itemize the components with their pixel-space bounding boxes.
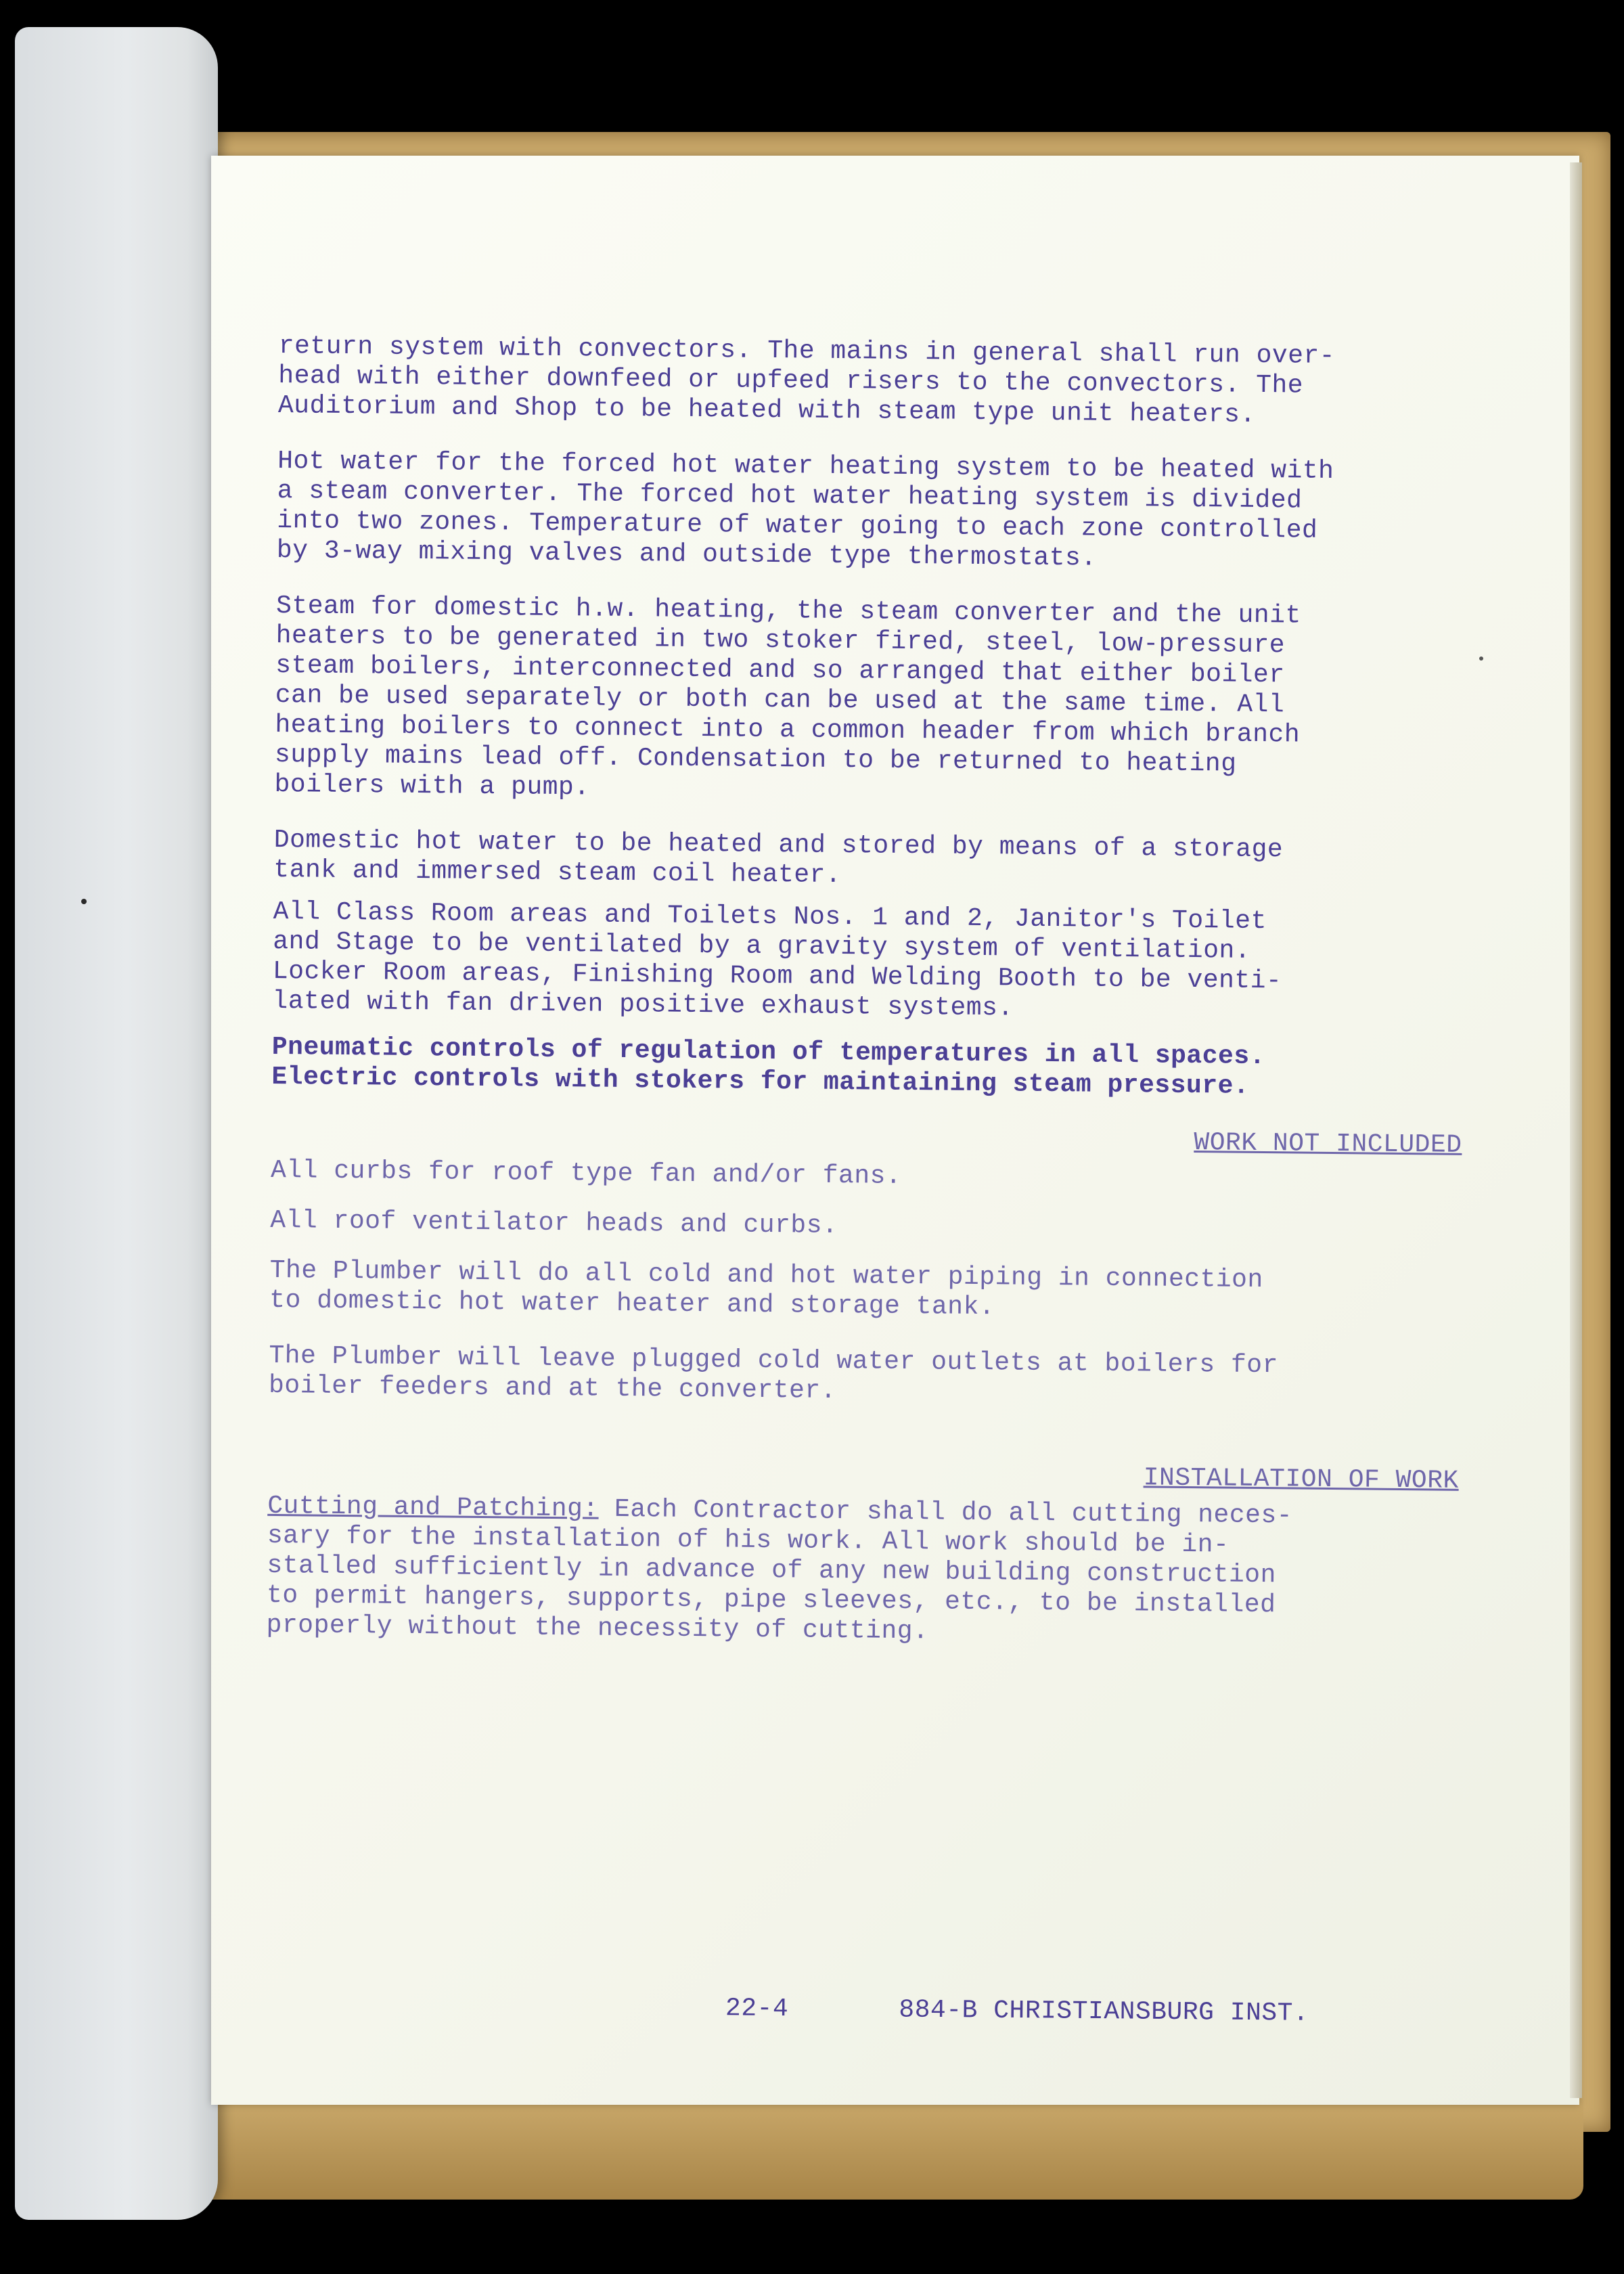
paragraph-heating-mains: return system with convectors. The mains in general shall run over- head with either downfeed or upfeed risers to the convectors. The Auditorium and Shop to be heated with steam type unit heaters. <box>277 332 1336 430</box>
item-plumber-piping: The Plumber will do all cold and hot water piping in connection to domestic hot water heater and storage tank. <box>269 1255 1263 1322</box>
heading-work-not-included: WORK NOT INCLUDED <box>1194 1128 1462 1160</box>
paragraph-domestic-hot-water: Domestic hot water to be heated and stored by means of a storage tank and immersed steam coil heater. <box>273 825 1284 891</box>
paragraph-ventilation: All Class Room areas and Toilets Nos. 1 and 2, Janitor's Toilet and Stage to be ventilated by a gravity system of ventilation. Locker Room areas, Finishing Room and Welding Booth to be venti- lated with fan driven positive exhaust systems. <box>272 897 1282 1023</box>
heading-installation-of-work: INSTALLATION OF WORK <box>1143 1463 1459 1496</box>
left-facing-page <box>15 27 218 2220</box>
paper-speck <box>1479 656 1483 661</box>
page-body <box>266 332 1497 1678</box>
item-roof-fan-curbs: All curbs for roof type fan and/or fans. <box>270 1155 902 1191</box>
cutting-patching-text: Each Contractor shall do all cutting neces- sary for the installation of his work. All work should be in- stalled sufficiently in advance of any new building construction to permit hangers, supports, pipe sleeves, etc., to be installed properly without the necessity of cutting. <box>266 1494 1293 1647</box>
ink-spot <box>81 899 87 904</box>
paragraph-controls: Pneumatic controls of regulation of temperatures in all spaces. Electric controls with stokers for maintaining steam pressure. <box>271 1032 1266 1101</box>
paragraph-steam-boilers: Steam for domestic h.w. heating, the steam converter and the unit heaters to be generated in two stoker fired, steel, low-pressure steam boilers, interconnected and so arranged that either boiler can be used separately or both can be used at the same time. All heating boilers to connect into a common header from which branch supply mains lead off. Condensation to be returned to heating boilers with a pump. <box>274 591 1301 803</box>
document-page <box>211 156 1579 2105</box>
paragraph-cutting-patching <box>266 1492 1485 1652</box>
paragraph-hot-water-heating: Hot water for the forced hot water heating system to be heated with a steam converter. The forced hot water heating system is divided into two zones. Temperature of water going to each zone controlled by 3-way mixing valves and outside type thermostats. <box>276 446 1334 573</box>
page-footer <box>725 1994 1309 2028</box>
binder-cover-bottom <box>27 2098 1583 2200</box>
footer-project: 884-B CHRISTIANSBURG INST. <box>899 1995 1309 2028</box>
page-edge <box>1570 162 1582 2098</box>
subheading-cutting-patching: Cutting and Patching: <box>267 1491 599 1524</box>
footer-page-number: 22-4 <box>725 1994 789 2024</box>
item-roof-ventilator: All roof ventilator heads and curbs. <box>270 1205 838 1241</box>
item-plumber-outlets: The Plumber will leave plugged cold water outlets at boilers for boiler feeders and at the converter. <box>268 1341 1279 1406</box>
